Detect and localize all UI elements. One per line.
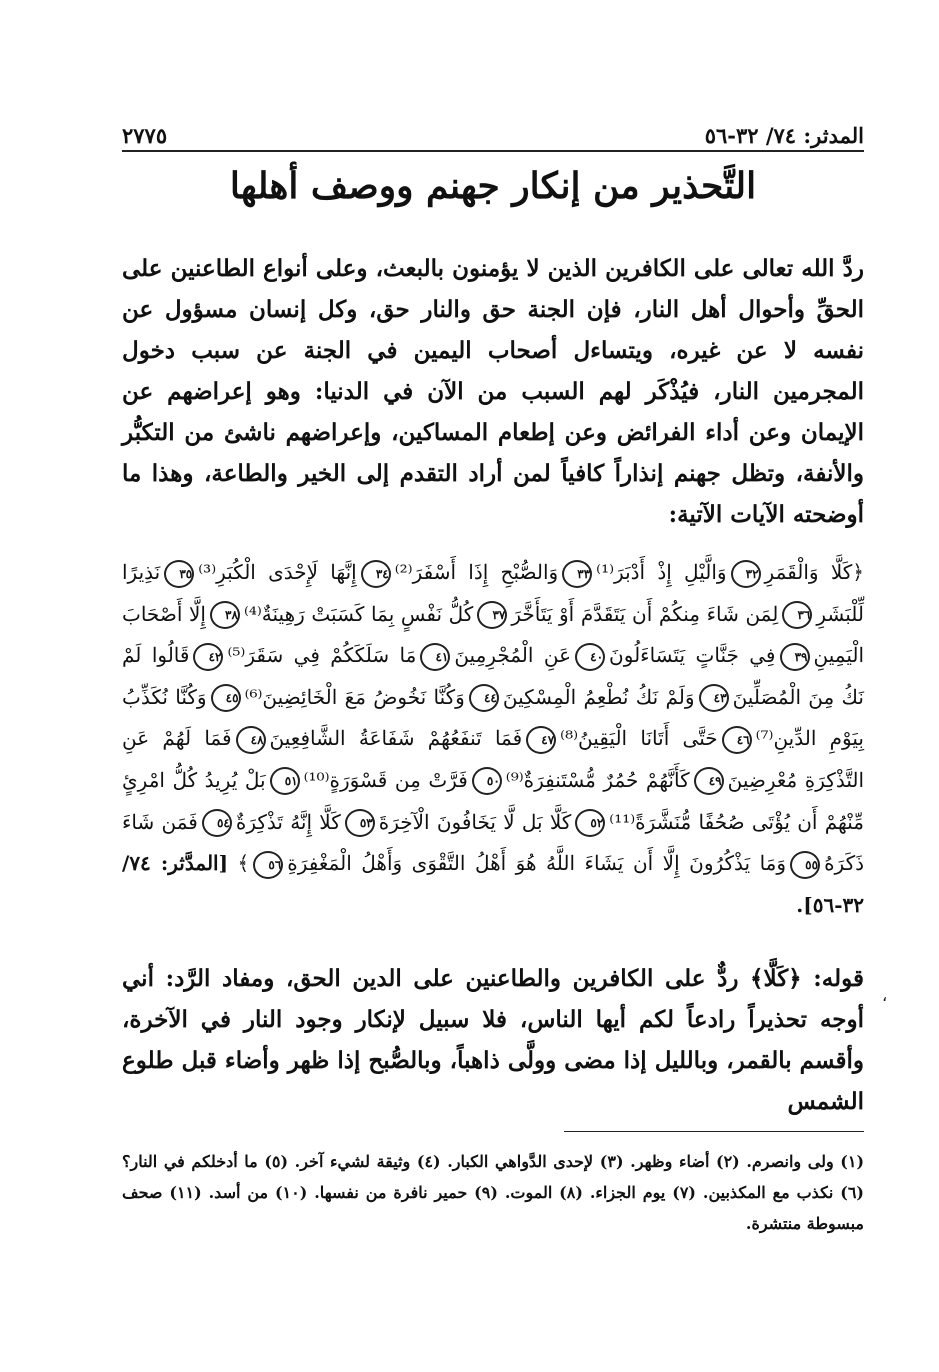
verse-text: مَا سَلَكَكُمْ فِي سَقَرَ⁽⁵⁾ <box>227 643 417 668</box>
verse-text: فَمَا تَنفَعُهُمْ شَفَاعَةُ الشَّافِعِينَ <box>269 726 523 751</box>
verse-number-marker: ٥٦ <box>253 851 283 879</box>
verse-number-marker: ٥٥ <box>790 851 820 879</box>
verse-text: كَلَّا بَل لَّا يَخَافُونَ الْآخِرَةَ <box>378 809 572 834</box>
verse-text: فَمَا لَهُمْ عَنِ التَّذْكِرَةِ مُعْرِضِينَ <box>122 726 865 792</box>
verse-text: فِي جَنَّاتٍ يَتَسَاءَلُونَ <box>609 643 776 668</box>
verse-number-marker: ٤٦ <box>722 726 752 754</box>
verse-number-marker: ٥٤ <box>202 809 232 837</box>
verse-text: كُلُّ نَفْسٍ بِمَا كَسَبَتْ رَهِينَةٌ⁽⁴⁾ <box>243 601 474 626</box>
verse-text: نَذِيرًا لِّلْبَشَرِ <box>122 560 864 626</box>
verse-number-marker: ٤١ <box>420 643 450 671</box>
verse-text: وَكُنَّا نَخُوضُ مَعَ الْخَائِضِينَ⁽⁶⁾ <box>244 684 465 709</box>
verse-number-marker: ٣٧ <box>477 601 507 629</box>
verse-number-marker: ٤٩ <box>694 767 724 795</box>
verse-text: حَتَّى أَتَانَا الْيَقِينُ⁽⁸⁾ <box>560 726 718 751</box>
header-divider <box>122 150 864 152</box>
verse-open-bracket: ﴿ <box>852 560 864 584</box>
verse-text: كَلَّا وَالْقَمَرِ <box>764 560 853 584</box>
verse-number-marker: ٣٨ <box>210 601 240 629</box>
verse-number-marker: ٥١ <box>270 767 300 795</box>
verse-number-marker: ٥٠ <box>472 767 502 795</box>
verse-text: فَمَن شَاءَ ذَكَرَهُ <box>122 809 865 876</box>
verse-text: وَمَا يَذْكُرُونَ إِلَّا أَن يَشَاءَ اللَّهُ هُوَ أَهْلُ التَّقْوَى وَأَهْلُ الْمَغْفِرَةِ <box>287 851 787 876</box>
verse-text: لِمَن شَاءَ مِنكُمْ أَن يَتَقَدَّمَ أَوْ يَتَأَخَّرَ <box>511 601 779 626</box>
verse-number-marker: ٥٣ <box>345 809 375 837</box>
verse-text: إِنَّهَا لَإِحْدَى الْكُبَرِ⁽³⁾ <box>198 560 357 584</box>
verse-text: إِلَّا أَصْحَابَ الْيَمِينِ <box>122 601 865 668</box>
verse-number-marker: ٤٨ <box>236 726 266 754</box>
verse-number-marker: ٣٣ <box>562 560 592 588</box>
verse-number-marker: ٣٤ <box>361 560 391 588</box>
commentary-paragraph: قوله: ﴿كَلَّا﴾ ردٌّ على الكافرين والطاعنين على الدين الحق، ومفاد الرَّد: أني أوجه تحذيراً رادعاً لكم أيها الناس، فلا سبيل لإنكار وجود النار في الآخرة، وأقسم بالقمر، وبالليل إذا مضى وولَّى ذاهباً، وبالصُّبح إذا ظهر وأضاء قبل طلوع الشمس <box>122 965 864 1115</box>
margin-mark: ، <box>882 986 888 1005</box>
section-title: التَّحذير من إنكار جهنم ووصف أهلها <box>229 165 757 207</box>
quran-verses-block <box>122 552 864 926</box>
verse-text: كَلَّا إِنَّهُ تَذْكِرَةٌ <box>235 809 341 834</box>
verse-text: عَنِ الْمُجْرِمِينَ <box>454 643 572 668</box>
page-header <box>122 116 864 148</box>
footnote-divider <box>564 1131 864 1132</box>
verse-text: فَرَّتْ مِن قَسْوَرَةٍ⁽¹⁰⁾ <box>303 767 468 792</box>
verse-text: وَكُنَّا نُكَذِّبُ بِيَوْمِ الدِّينِ⁽⁷⁾ <box>122 684 864 751</box>
verse-reference: [المدَّثر: ٧٤/ ٣٢-٥٦]. <box>122 851 864 917</box>
verse-text: كَأَنَّهُمْ حُمُرٌ مُّسْتَنفِرَةٌ⁽⁹⁾ <box>505 767 690 792</box>
verse-text: وَلَمْ نَكُ نُطْعِمُ الْمِسْكِينَ <box>502 684 695 709</box>
verse-text: قَالُوا لَمْ نَكُ مِنَ الْمُصَلِّينَ <box>122 643 864 709</box>
intro-paragraph: ردَّ الله تعالى على الكافرين الذين لا يؤمنون بالبعث، وعلى أنواع الطاعنين على الحقِّ وأحوال أهل النار، فإن الجنة حق والنار حق، وكل إنسان مسؤول عن نفسه لا عن غيره، ويتساءل أصحاب اليمين في الجنة عن سبب دخول المجرمين النار، فيُذْكَر لهم السبب من الآن في الدنيا: وهو إعراضهم عن الإيمان وعن أداء الفرائض وعن إطعام المساكين، وإعراضهم ناشئ من التكبُّر والأنفة، وتظل جهنم إنذاراً كافياً لمن أراد التقدم إلى الخير والطاعة، وهذا ما أوضحته الآيات الآتية: <box>122 255 864 528</box>
verse-number-marker: ٤٢ <box>193 643 223 671</box>
verse-number-marker: ٤٥ <box>211 684 241 712</box>
footnotes: (١) ولى وانصرم. (٢) أضاء وظهر. (٣) لإحدى الدَّواهي الكبار. (٤) وثيقة لشيء آخر. (٥) ما أدخلكم في النار؟ (٦) نكذب مع المكذبين. (٧) يوم الجزاء. (٨) الموت. (٩) حمير نافرة من نفسها. (١٠) من أسد. (١١) صحف مبسوطة منتشرة. <box>122 1152 865 1233</box>
page-number: ٢٧٧٥ <box>122 123 168 148</box>
verse-number-marker: ٣٢ <box>731 560 761 588</box>
verse-text: وَالصُّبْحِ إِذَا أَسْفَرَ⁽²⁾ <box>394 560 559 584</box>
verse-number-marker: ٣٥ <box>164 560 194 588</box>
verse-text: بَلْ يُرِيدُ كُلُّ امْرِئٍ مِّنْهُمْ أَن يُؤْتَى صُحُفًا مُّنَشَّرَةً⁽¹¹⁾ <box>122 767 864 834</box>
verse-number-marker: ٤٤ <box>469 684 499 712</box>
verse-number-marker: ٤٧ <box>526 726 556 754</box>
verse-close-bracket: ﴾ <box>228 851 250 876</box>
surah-reference: المدثر: ٧٤/ ٣٢-٥٦ <box>704 123 864 148</box>
verse-number-marker: ٣٩ <box>780 643 810 671</box>
verse-number-marker: ٤٠ <box>575 643 605 671</box>
verse-text: وَالَّيْلِ إِذْ أَدْبَرَ⁽¹⁾ <box>596 560 727 584</box>
verse-number-marker: ٥٢ <box>575 809 605 837</box>
verse-number-marker: ٣٦ <box>782 601 812 629</box>
verse-number-marker: ٤٣ <box>699 684 729 712</box>
